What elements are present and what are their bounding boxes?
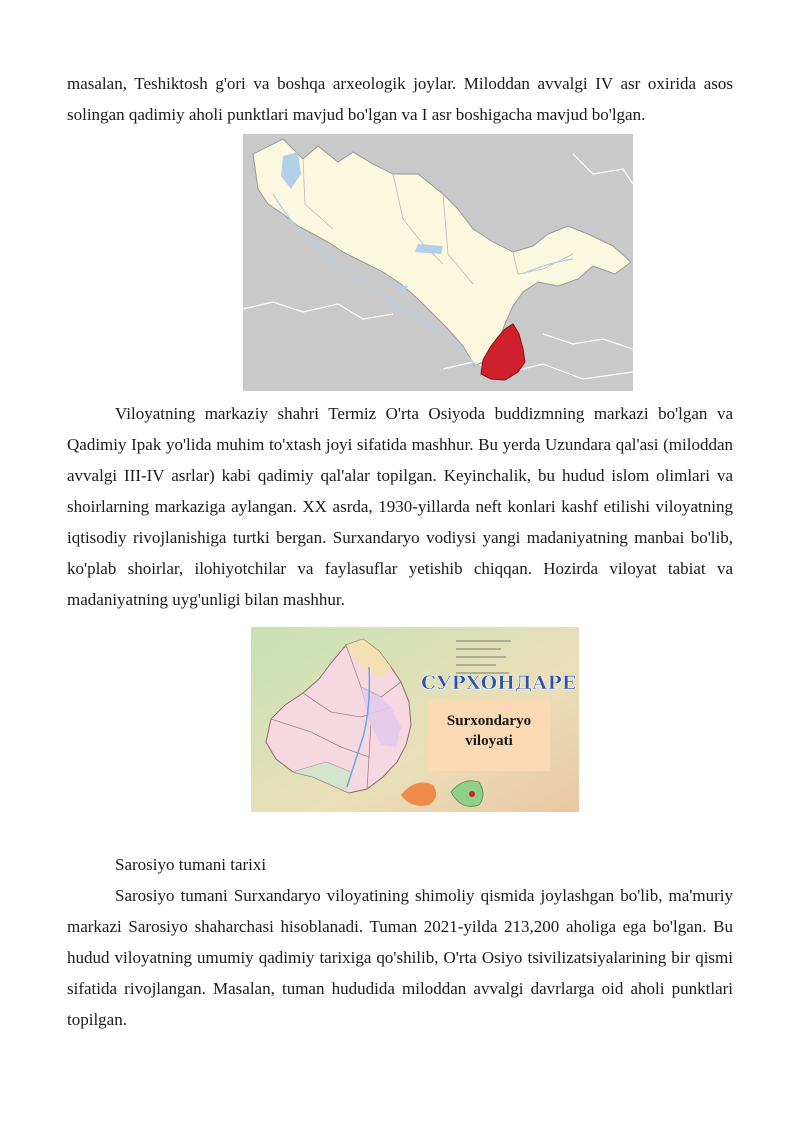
region-caption-line2: viloyati <box>465 733 513 749</box>
paragraph-intro: masalan, Teshiktosh g'ori va boshqa arxeologik joylar. Miloddan avvalgi IV asr oxirida asos solingan qadimiy aholi punktlari mavjud bo'lgan va I asr boshigacha mavjud bo'lgan. <box>67 74 733 124</box>
uzbekistan-map-image <box>243 134 633 391</box>
surxondaryo-region-map-image <box>251 627 579 812</box>
region-caption-line1: Surxondaryo <box>446 713 532 729</box>
region-title-cyrillic: СУРХОНДАРЕ <box>421 672 577 694</box>
section-heading-sarosiyo: Sarosiyo tumani tarixi <box>115 855 267 874</box>
paragraph-termiz: Viloyatning markaziy shahri Termiz O'rta Osiyoda buddizmning markazi bo'lgan va Qadimiy Ipak yo'lida muhim to'xtash joyi sifatida mashhur. Bu yerda Uzundara qal'asi (miloddan avvalgi III-IV asrlar) kabi qadimiy qal'alar topilgan. Keyinchalik, bu hudud islom olimlari va shoirlarning markaziga aylangan. XX asrda, 1930-yillarda neft konlari kashf etilishi viloyatning iqtisodiy rivojlanishiga turtki bergan. Surxandaryo vodiysi yangi madaniyatning manbai bo'lib, ko'plab shoirlar, ilohiyotchilar va faylasuflar yetishib chiqqan. Hozirda viloyat tabiat va madaniyatning uyg'unligi bilan mashhur. <box>67 404 733 609</box>
paragraph-sarosiyo: Sarosiyo tumani Surxandaryo viloyatining shimoliy qismida joylashgan bo'lib, ma'muriy markazi Sarosiyo shaharchasi hisoblanadi. Tuman 2021-yilda 213,200 aholiga ega bo'lgan. Bu hudud viloyatning umumiy qadimiy tarixiga qo'shilib, O'rta Osiyo tsivilizatsiyalarining bir qismi sifatida rivojlangan. Masalan, tuman hududida miloddan avvalgi davrlarga oid aholi punktlari topilgan. <box>67 886 733 1029</box>
